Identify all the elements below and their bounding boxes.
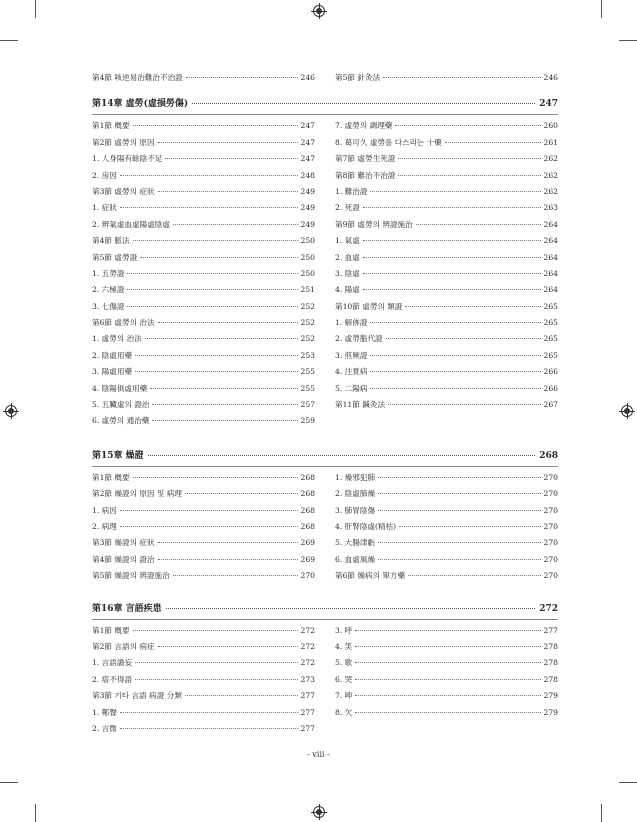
toc-entry[interactable] — [335, 625, 558, 641]
divider — [92, 619, 558, 620]
crop-mark — [35, 0, 36, 18]
entry-page: 251 — [300, 285, 315, 295]
entry-label: 4. 注夏病 — [335, 367, 368, 377]
entry-label: 第5節 燥證의 辨證施治 — [92, 571, 170, 581]
toc-entry[interactable] — [335, 383, 558, 399]
chapter-title: 第16章 言語疾患 — [92, 603, 162, 614]
toc-entry[interactable] — [92, 317, 315, 333]
entry-page: 263 — [543, 203, 558, 213]
table-of-contents — [92, 72, 558, 739]
toc-entry[interactable] — [335, 521, 558, 537]
entry-page: 269 — [300, 554, 315, 564]
divider — [92, 466, 558, 467]
chapter-page: 268 — [539, 450, 558, 461]
entry-page: 268 — [300, 505, 315, 515]
entry-label: 3. 陰虛 — [335, 268, 360, 278]
entry-label: 4. 陰陽俱虛用藥 — [92, 383, 148, 393]
entry-label: 1. 難治證 — [335, 186, 368, 196]
entry-label: 第6節 燥病의 單方藥 — [335, 571, 406, 581]
entry-page: 255 — [300, 367, 315, 377]
entry-label: 1. 鄭聲 — [92, 707, 117, 717]
entry-page: 264 — [543, 268, 558, 278]
entry-label: 1. 人身陽有餘陰不足 — [92, 154, 163, 164]
toc-entry[interactable] — [335, 333, 558, 349]
entry-page: 257 — [300, 400, 315, 410]
toc-entry[interactable] — [335, 284, 558, 300]
entry-page: 247 — [300, 137, 315, 147]
toc-entry[interactable] — [92, 137, 315, 153]
entry-page: 266 — [543, 383, 558, 393]
toc-entry[interactable] — [92, 252, 315, 268]
entry-label: 1. 燥邪犯肺 — [335, 472, 376, 482]
entry-page: 277 — [300, 691, 315, 701]
toc-entry[interactable] — [335, 350, 558, 366]
registration-mark-icon — [621, 405, 633, 417]
toc-entry[interactable] — [335, 505, 558, 521]
entry-label: 第1節 槪要 — [92, 121, 130, 131]
entry-page: 277 — [543, 625, 558, 635]
entry-page: 268 — [300, 489, 315, 499]
toc-entry[interactable] — [92, 625, 315, 641]
entry-label: 第1節 槪要 — [92, 472, 130, 482]
entry-page: 264 — [543, 236, 558, 246]
toc-entry[interactable] — [92, 488, 315, 504]
toc-entry[interactable] — [92, 707, 315, 723]
toc-entry[interactable] — [335, 202, 558, 218]
entry-page: 250 — [300, 252, 315, 262]
entry-page: 262 — [543, 186, 558, 196]
toc-entry[interactable] — [335, 120, 558, 136]
entry-label: 6. 血虛風燥 — [335, 554, 376, 564]
entry-page: 253 — [300, 350, 315, 360]
entry-page: 262 — [543, 154, 558, 164]
entry-label: 2. 死證 — [335, 203, 360, 213]
toc-entry[interactable] — [92, 219, 315, 235]
entry-page: 278 — [543, 641, 558, 651]
entry-label: 5. 二陽病 — [335, 383, 368, 393]
entry-page: 265 — [543, 350, 558, 360]
entry-page: 277 — [300, 723, 315, 733]
chapter-title: 第14章 虛勞(虛損勞傷) — [92, 99, 189, 110]
entry-label: 6. 虛勞의 通治藥 — [92, 416, 150, 426]
entry-page: 267 — [543, 400, 558, 410]
toc-entry[interactable] — [335, 674, 558, 690]
registration-mark-icon — [313, 5, 325, 17]
entry-page: 268 — [300, 472, 315, 482]
toc-entry[interactable] — [92, 570, 315, 586]
toc-entry[interactable] — [335, 488, 558, 504]
chapter-heading[interactable] — [92, 601, 558, 615]
divider — [92, 114, 558, 115]
entry-page: 265 — [543, 301, 558, 311]
toc-entry[interactable] — [335, 554, 558, 570]
toc-entry[interactable] — [335, 570, 558, 586]
entry-page: 270 — [543, 472, 558, 482]
entry-label: 8. 欠 — [335, 707, 353, 717]
entry-label: 6. 哭 — [335, 674, 353, 684]
toc-column-left — [92, 472, 315, 587]
entry-label: 第2節 虛勞의 原因 — [92, 137, 155, 147]
entry-label: 2. 言微 — [92, 723, 117, 733]
entry-label: 5. 五臟虛의 證治 — [92, 400, 150, 410]
entry-page: 255 — [300, 383, 315, 393]
entry-label: 第2節 言語의 病症 — [92, 641, 155, 651]
toc-entry[interactable] — [92, 415, 315, 431]
entry-label: 7. 呻 — [335, 691, 353, 701]
entry-label: 第3節 기타 言語 病證 分類 — [92, 691, 182, 701]
entry-label: 4. 陽虛 — [335, 285, 360, 295]
entry-page: 261 — [543, 137, 558, 147]
entry-label: 1. 病因 — [92, 505, 117, 515]
entry-label: 1. 解㑊證 — [335, 318, 368, 328]
entry-page: 273 — [300, 674, 315, 684]
entry-page: 270 — [543, 521, 558, 531]
entry-page: 265 — [543, 334, 558, 344]
entry-label: 2. 辨氣虛血虛陽虛陰虛 — [92, 219, 171, 229]
toc-entry[interactable] — [92, 268, 315, 284]
toc-entry[interactable]: 第4節 咳逆易治難治不治證 246 — [92, 73, 315, 82]
toc-entry[interactable] — [92, 657, 315, 673]
toc-entry[interactable] — [335, 301, 558, 317]
toc-entry[interactable] — [335, 690, 558, 706]
page-number: - viii - — [307, 750, 330, 759]
entry-page: 264 — [543, 285, 558, 295]
chapter-list — [92, 96, 558, 739]
toc-column-right — [335, 472, 558, 587]
entry-label: 第7節 虛勞生死證 — [335, 154, 396, 164]
entry-label: 第11節 鍼灸法 — [335, 400, 386, 410]
toc-entry[interactable] — [335, 252, 558, 268]
toc-entry[interactable] — [335, 268, 558, 284]
toc-entry[interactable] — [335, 137, 558, 153]
entry-label: 3. 肺胃陰傷 — [335, 505, 376, 515]
entry-page: 249 — [300, 219, 315, 229]
entry-label: 1. 症狀 — [92, 203, 117, 213]
entry-label: 5. 大腸津虧 — [335, 538, 376, 548]
entry-label: 2. 瘖不得語 — [92, 674, 133, 684]
entry-label: 1. 虛勞의 治法 — [92, 334, 142, 344]
toc-entry[interactable] — [92, 641, 315, 657]
crop-mark — [601, 804, 602, 822]
entry-page: 252 — [300, 334, 315, 344]
toc-entry[interactable] — [92, 399, 315, 415]
toc-entry[interactable] — [335, 472, 558, 488]
entry-page: 279 — [543, 707, 558, 717]
entry-label: 7. 虛勞의 調理藥 — [335, 121, 393, 131]
entry-page: 278 — [543, 658, 558, 668]
entry-page: 279 — [543, 691, 558, 701]
entry-label: 2. 六極證 — [92, 285, 125, 295]
registration-mark-icon — [5, 405, 17, 417]
entry-label: 3. 陽虛用藥 — [92, 367, 133, 377]
crop-mark — [0, 782, 18, 783]
toc-continuation-row — [92, 72, 558, 88]
toc-entry[interactable] — [335, 153, 558, 169]
entry-label: 第9節 虛勞의 辨證施治 — [335, 219, 413, 229]
toc-entry[interactable] — [92, 350, 315, 366]
toc-entry[interactable] — [335, 317, 558, 333]
entry-page: 266 — [543, 367, 558, 377]
entry-label: 1. 五勞證 — [92, 268, 125, 278]
toc-entry[interactable] — [92, 505, 315, 521]
toc-entry[interactable] — [92, 472, 315, 488]
toc-column-left — [92, 120, 315, 431]
crop-mark — [601, 0, 602, 18]
entry-label: 第4節 燥證의 證治 — [92, 554, 155, 564]
toc-entry[interactable] — [92, 333, 315, 349]
toc-entry[interactable] — [335, 707, 558, 723]
entry-label: 4. 笑 — [335, 641, 353, 651]
toc-entry[interactable] — [335, 219, 558, 235]
chapter-heading[interactable] — [92, 96, 558, 110]
entry-label: 第6節 虛勞의 治法 — [92, 318, 155, 328]
entry-page: 272 — [300, 625, 315, 635]
entry-page: 277 — [300, 707, 315, 717]
entry-label: 第3節 虛勞의 症狀 — [92, 186, 155, 196]
entry-label: 第8節 難治不治證 — [335, 170, 396, 180]
toc-entry[interactable] — [335, 235, 558, 251]
entry-label: 第10節 虛勞의 類證 — [335, 301, 403, 311]
entry-page: 278 — [543, 674, 558, 684]
crop-mark — [619, 40, 637, 41]
entry-label: 2. 陰虛用藥 — [92, 350, 133, 360]
entry-page: 248 — [300, 170, 315, 180]
entry-page: 252 — [300, 318, 315, 328]
entry-page: 252 — [300, 301, 315, 311]
entry-page: 270 — [543, 489, 558, 499]
toc-entry[interactable] — [92, 301, 315, 317]
entry-label: 第2節 燥證의 原因 및 病理 — [92, 489, 182, 499]
entry-page: 268 — [300, 521, 315, 531]
entry-page: 270 — [543, 538, 558, 548]
toc-entry[interactable] — [335, 366, 558, 382]
entry-page: 264 — [543, 252, 558, 262]
entry-page: 270 — [543, 554, 558, 564]
entry-label: 第1節 槪要 — [92, 625, 130, 635]
registration-mark-icon — [313, 806, 325, 818]
entry-page: 259 — [300, 416, 315, 426]
entry-label: 2. 陰虛肺燥 — [335, 489, 376, 499]
toc-entry[interactable] — [92, 723, 315, 739]
entry-page: 249 — [300, 203, 315, 213]
chapter-heading[interactable] — [92, 448, 558, 462]
toc-entry[interactable] — [92, 521, 315, 537]
toc-entry[interactable] — [335, 186, 558, 202]
entry-label: 第4節 脈法 — [92, 236, 130, 246]
entry-page: 260 — [543, 121, 558, 131]
entry-label: 2. 病理 — [92, 521, 117, 531]
entry-page: 272 — [300, 641, 315, 651]
toc-entry[interactable] — [92, 202, 315, 218]
entry-label: 2. 血虛 — [335, 252, 360, 262]
toc-entry[interactable] — [92, 186, 315, 202]
toc-entry[interactable]: 第5節 針灸法 246 — [335, 73, 558, 82]
chapter-section — [92, 448, 558, 587]
entry-label: 8. 葛可久 虛勞를 다스리는 十藥 — [335, 137, 442, 147]
entry-page: 272 — [300, 658, 315, 668]
entry-page: 247 — [300, 121, 315, 131]
entry-label: 2. 虛勞脹代證 — [335, 334, 383, 344]
entry-label: 第3節 燥證의 症狀 — [92, 538, 155, 548]
toc-entry[interactable] — [335, 537, 558, 553]
entry-page: 269 — [300, 538, 315, 548]
entry-page: 250 — [300, 268, 315, 278]
crop-mark — [35, 804, 36, 822]
chapter-page: 272 — [539, 603, 558, 614]
chapter-section — [92, 96, 558, 431]
entry-label: 3. 呼 — [335, 625, 353, 635]
entry-page: 247 — [300, 154, 315, 164]
entry-label: 1. 氣虛 — [335, 236, 360, 246]
toc-entry[interactable] — [92, 674, 315, 690]
entry-page: 249 — [300, 186, 315, 196]
toc-entry[interactable] — [92, 690, 315, 706]
entry-page: 264 — [543, 219, 558, 229]
toc-entry[interactable] — [92, 366, 315, 382]
toc-column-right — [335, 625, 558, 740]
toc-entry[interactable] — [92, 554, 315, 570]
entry-page: 270 — [543, 505, 558, 515]
chapter-page: 247 — [539, 99, 558, 110]
toc-column-right — [335, 120, 558, 431]
entry-page: 270 — [300, 571, 315, 581]
crop-mark — [619, 782, 637, 783]
toc-entry[interactable] — [335, 399, 558, 415]
toc-entry[interactable] — [92, 383, 315, 399]
entry-label: 5. 歌 — [335, 658, 353, 668]
crop-mark — [0, 40, 18, 41]
toc-column-left — [92, 625, 315, 740]
entry-page: 270 — [543, 571, 558, 581]
entry-label: 2. 房因 — [92, 170, 117, 180]
entry-label: 3. 煎厥證 — [335, 350, 368, 360]
toc-entry[interactable] — [335, 657, 558, 673]
entry-page: 250 — [300, 236, 315, 246]
chapter-section — [92, 601, 558, 740]
entry-page: 265 — [543, 318, 558, 328]
toc-entry[interactable] — [92, 153, 315, 169]
toc-entry[interactable] — [92, 284, 315, 300]
entry-label: 1. 言語譫妄 — [92, 658, 133, 668]
toc-entry[interactable] — [92, 235, 315, 251]
entry-label: 3. 七傷證 — [92, 301, 125, 311]
entry-label: 第5節 虛勞證 — [92, 252, 138, 262]
entry-label: 4. 肝腎陰虛(精枯) — [335, 521, 397, 531]
toc-entry[interactable] — [335, 641, 558, 657]
toc-entry[interactable] — [335, 170, 558, 186]
toc-entry[interactable] — [92, 537, 315, 553]
toc-entry[interactable] — [92, 170, 315, 186]
chapter-title: 第15章 燥證 — [92, 450, 144, 461]
entry-page: 262 — [543, 170, 558, 180]
toc-entry[interactable] — [92, 120, 315, 136]
